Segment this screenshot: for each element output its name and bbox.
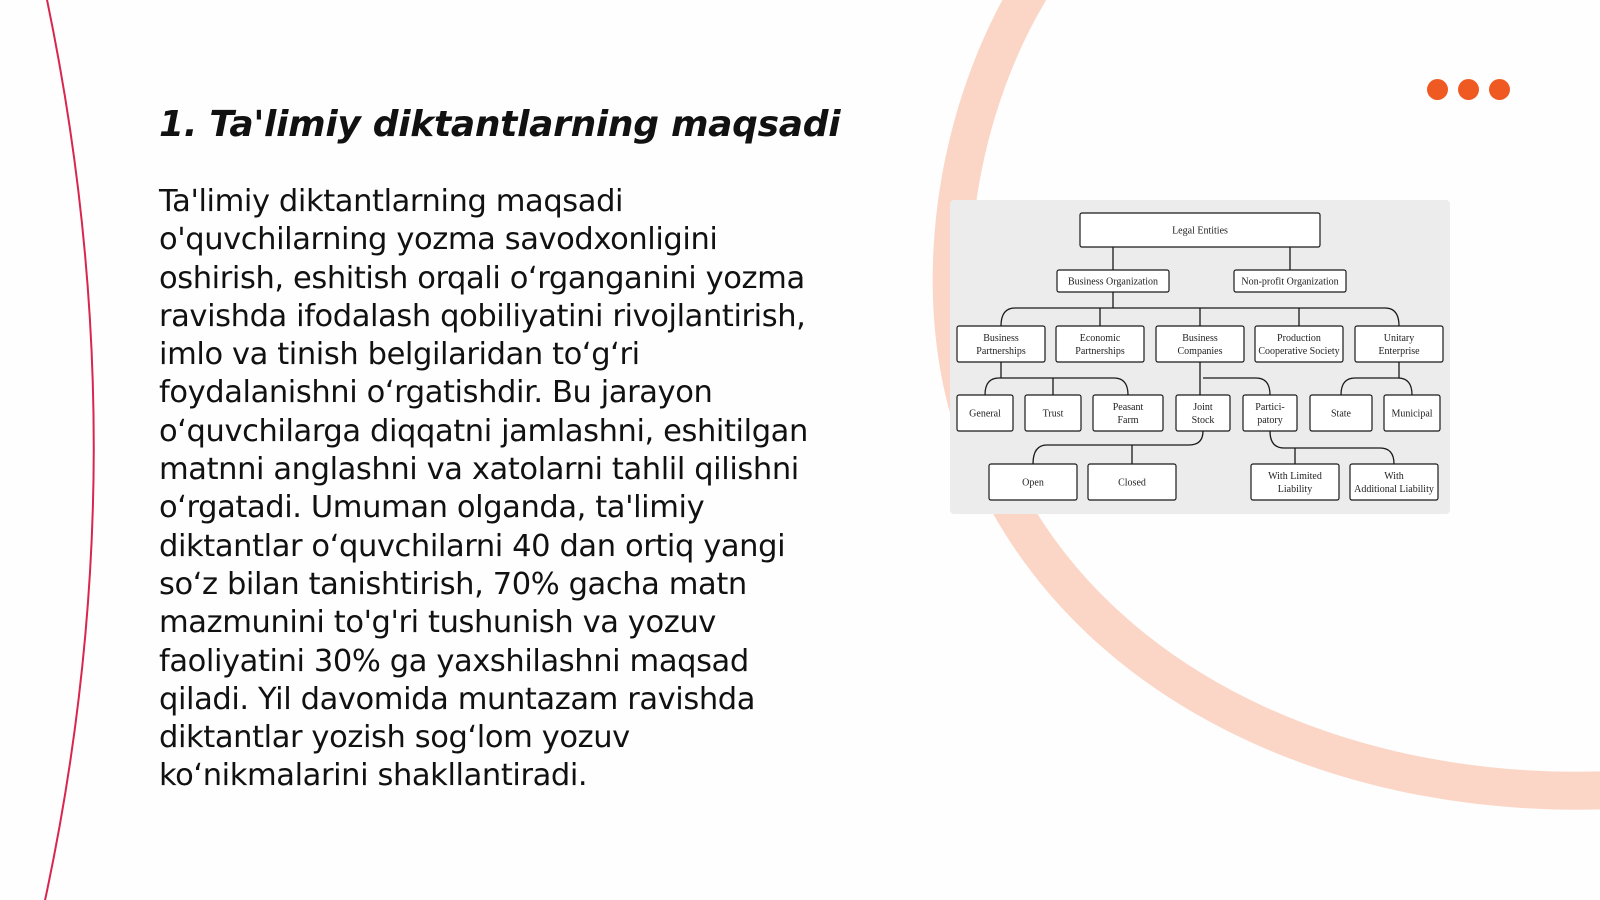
left-curve-line	[44, 0, 94, 900]
org-node-level3	[1093, 395, 1163, 431]
org-node-label: Business	[983, 333, 1019, 344]
org-node-label: Trust	[1042, 408, 1064, 420]
org-node-level3	[1243, 395, 1297, 431]
org-node-label: Cooperative Society	[1258, 346, 1340, 357]
org-node-level2	[1255, 326, 1343, 362]
org-node-label: Companies	[1177, 346, 1223, 357]
org-connector	[1270, 431, 1394, 464]
org-node-level4	[1251, 464, 1339, 500]
slide-body-text: Ta'limiy diktantlarning maqsadi o'quvchilarning yozma savodxonligini oshirish, eshitish orqali o‘rganganini yozma ravishda ifodalash qobiliyatini rivojlantirish, imlo va tinish belgilaridan to‘g‘ri foydalanishni o‘rgatishdir. Bu jarayon o‘quvchilarga diqqatni jamlashni, eshitilgan matnni anglashni va xatolarni tahlil qilishni o‘rgatadi. Umuman olganda, ta'limiy diktantlar o‘quvchilarni 40 dan ortiq yangi so‘z bilan tanishtirish, 70% gacha matn mazmunini to'g'ri tushunish va yozuv faoliyatini 30% ga yaxshilashni maqsad qiladi. Yil davomida muntazam ravishda diktantlar yozish sog‘lom yozuv ko‘nikmalarini shakllantiradi.	[159, 184, 808, 794]
org-node-label: Additional Liability	[1354, 484, 1434, 495]
org-node-label: Partnerships	[1075, 346, 1125, 357]
org-node-level1	[1057, 270, 1169, 292]
org-node-level1	[1234, 270, 1346, 292]
org-connector	[1341, 378, 1412, 395]
org-node-label: With Limited	[1268, 471, 1322, 482]
org-node-label: Production	[1277, 333, 1321, 344]
org-node-level2	[957, 326, 1045, 362]
org-node-label: Legal Entities	[1172, 225, 1228, 237]
org-node-label: Unitary	[1383, 333, 1415, 344]
org-chart-nodes	[957, 213, 1443, 500]
org-node-level4	[1088, 464, 1176, 500]
org-node-label: Joint	[1193, 402, 1213, 413]
org-node-label: Business Organization	[1067, 276, 1159, 288]
org-node-level2	[1056, 326, 1144, 362]
org-chart	[950, 200, 1450, 514]
dot-icon	[1427, 79, 1448, 100]
org-node-label: Open	[1022, 477, 1044, 489]
org-chart-image	[950, 200, 1450, 514]
org-node-label: Non-profit Organization	[1241, 276, 1339, 288]
org-node-level3	[957, 395, 1013, 431]
org-node-level3	[1384, 395, 1440, 431]
org-node-label: State	[1331, 408, 1351, 420]
org-node-level3	[1025, 395, 1081, 431]
org-node-label: Closed	[1118, 477, 1146, 489]
org-node-label: With	[1384, 471, 1404, 482]
org-node-level4	[1350, 464, 1438, 500]
dot-icon	[1489, 79, 1510, 100]
org-node-root	[1080, 213, 1320, 247]
org-connector	[1033, 431, 1203, 464]
org-connector	[985, 378, 1128, 395]
org-node-label: Farm	[1117, 415, 1139, 426]
org-node-label: Business	[1182, 333, 1218, 344]
org-node-level4	[989, 464, 1077, 500]
org-node-level3	[1176, 395, 1230, 431]
org-node-level2	[1156, 326, 1244, 362]
org-connector	[1203, 378, 1270, 395]
org-node-label: Enterprise	[1378, 346, 1420, 357]
org-node-label: Economic	[1079, 333, 1121, 344]
slide-title: 1. Ta'limiy diktantlarning maqsadi	[159, 104, 841, 145]
org-node-label: Partici-	[1255, 402, 1285, 413]
org-node-label: Municipal	[1391, 408, 1433, 420]
org-node-label: patory	[1257, 415, 1283, 426]
org-node-label: Partnerships	[976, 346, 1026, 357]
org-node-level3	[1310, 395, 1372, 431]
org-node-label: General	[969, 408, 1001, 420]
org-node-level2	[1355, 326, 1443, 362]
org-node-label: Peasant	[1112, 402, 1144, 413]
org-node-label: Liability	[1277, 484, 1313, 495]
dot-icon	[1458, 79, 1479, 100]
org-node-label: Stock	[1191, 415, 1215, 426]
